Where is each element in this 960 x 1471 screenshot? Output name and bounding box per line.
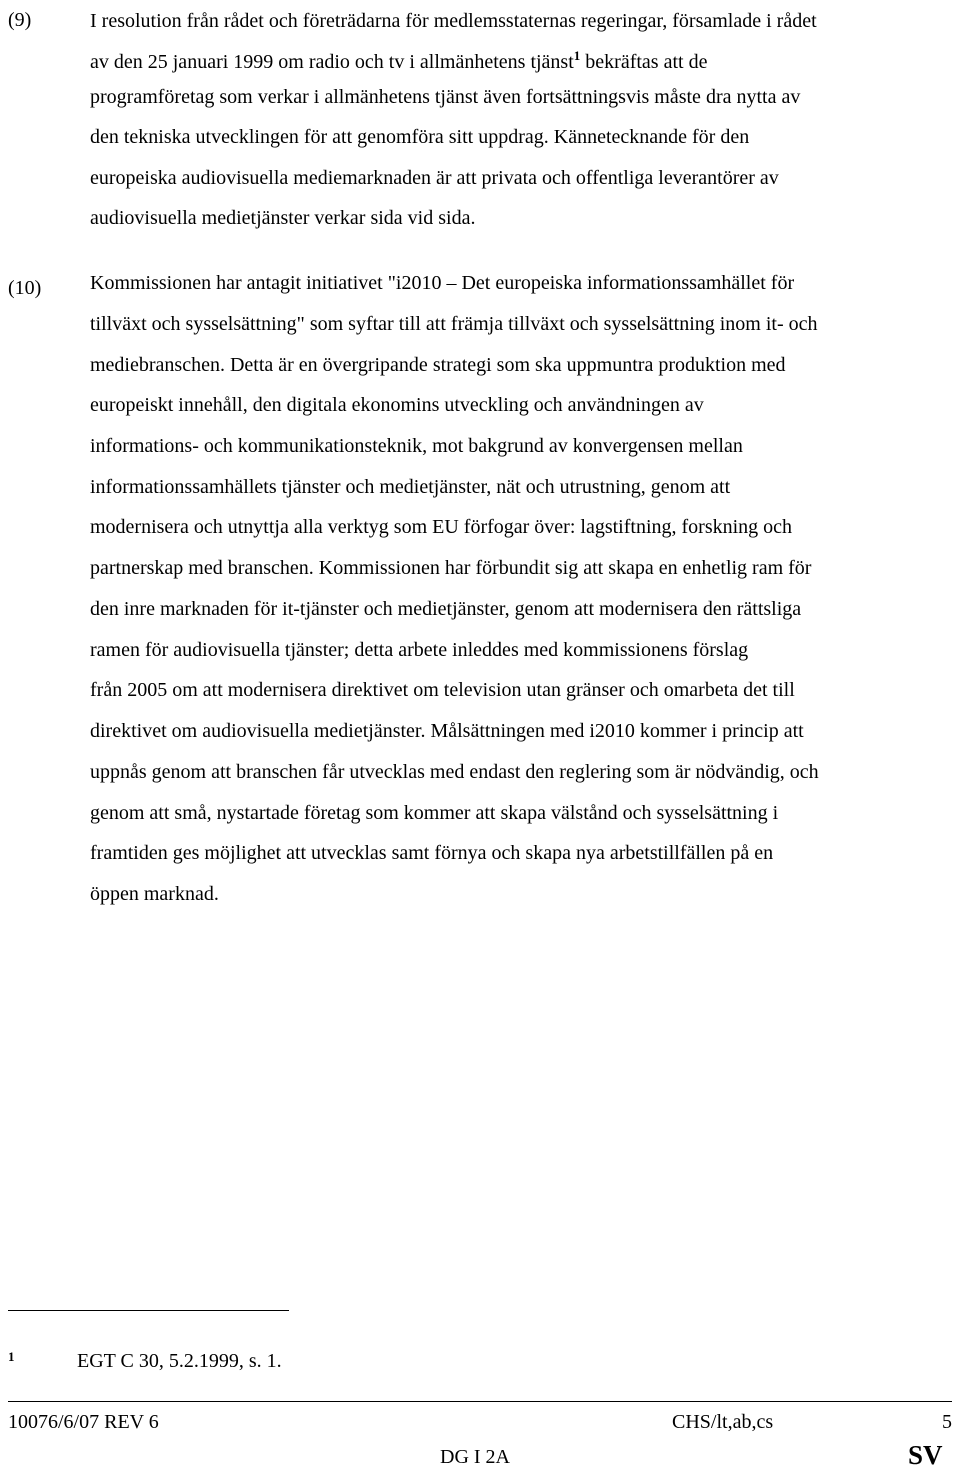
line-text: av den 25 januari 1999 om radio och tv i allmänhetens tjänst: [90, 51, 574, 73]
paragraph-line: Kommissionen har antagit initiativet "i2010 – Det europeiska informationssamhället för: [90, 272, 795, 294]
footer-page-number: 5: [942, 1411, 952, 1433]
paragraph-line: mediebranschen. Detta är en övergripande strategi som ska uppmuntra produktion med: [90, 354, 786, 376]
paragraph-line: den inre marknaden för it-tjänster och medietjänster, genom att modernisera den rättsliga: [90, 598, 802, 620]
paragraph-line: programföretag som verkar i allmänhetens tjänst även fortsättningsvis måste dra nytta av: [90, 86, 801, 108]
paragraph-line: framtiden ges möjlighet att utvecklas samt förnya och skapa nya arbetstillfällen på en: [90, 842, 774, 864]
footnote-text: EGT C 30, 5.2.1999, s. 1.: [77, 1350, 282, 1372]
paragraph-line: audiovisuella medietjänster verkar sida vid sida.: [90, 207, 476, 229]
paragraph-line: direktivet om audiovisuella medietjänster. Målsättningen med i2010 kommer i princip att: [90, 720, 804, 742]
paragraph-line: modernisera och utnyttja alla verktyg som EU förfogar över: lagstiftning, forskning och: [90, 516, 793, 538]
footer-directorate: DG I 2A: [440, 1446, 510, 1468]
paragraph-line: I resolution från rådet och företrädarna för medlemsstaternas regeringar, församlade i rådet: [90, 10, 817, 32]
paragraph-line: europeiska audiovisuella mediemarknaden är att privata och offentliga leverantörer av: [90, 167, 779, 189]
paragraph-line: den tekniska utvecklingen för att genomföra sitt uppdrag. Kännetecknande för den: [90, 126, 750, 148]
footnote-reference[interactable]: 1: [573, 48, 581, 63]
paragraph-line: tillväxt och sysselsättning" som syftar till att främja tillväxt och sysselsättning inom it- och: [90, 313, 818, 335]
paragraph-line-with-footnote: [90, 49, 707, 75]
footer-separator: [8, 1401, 952, 1402]
footnote-number: 1: [8, 1349, 15, 1364]
paragraph-line: partnerskap med branschen. Kommissionen har förbundit sig att skapa en enhetlig ram för: [90, 557, 812, 579]
paragraph-line: uppnås genom att branschen får utvecklas med endast den reglering som är nödvändig, och: [90, 761, 819, 783]
footer-initials: CHS/lt,ab,cs: [672, 1411, 774, 1433]
paragraph-line: informations- och kommunikationsteknik, mot bakgrund av konvergensen mellan: [90, 435, 743, 457]
paragraph-line: europeiskt innehåll, den digitala ekonomins utveckling och användningen av: [90, 394, 704, 416]
paragraph-line: från 2005 om att modernisera direktivet om television utan gränser och omarbeta det till: [90, 679, 795, 701]
paragraph-number: (10): [8, 277, 42, 299]
footnote-separator: [8, 1310, 289, 1311]
line-text-continued: bekräftas att de: [580, 51, 708, 73]
footer-language-code: SV: [908, 1440, 943, 1470]
paragraph-line: ramen för audiovisuella tjänster; detta arbete inleddes med kommissionens förslag: [90, 639, 749, 661]
footer-document-reference: 10076/6/07 REV 6: [8, 1411, 159, 1433]
paragraph-line: öppen marknad.: [90, 883, 219, 905]
paragraph-line: informationssamhällets tjänster och medietjänster, nät och utrustning, genom att: [90, 476, 731, 498]
paragraph-number: (9): [8, 9, 32, 31]
paragraph-line: genom att små, nystartade företag som kommer att skapa välstånd och sysselsättning i: [90, 802, 779, 824]
